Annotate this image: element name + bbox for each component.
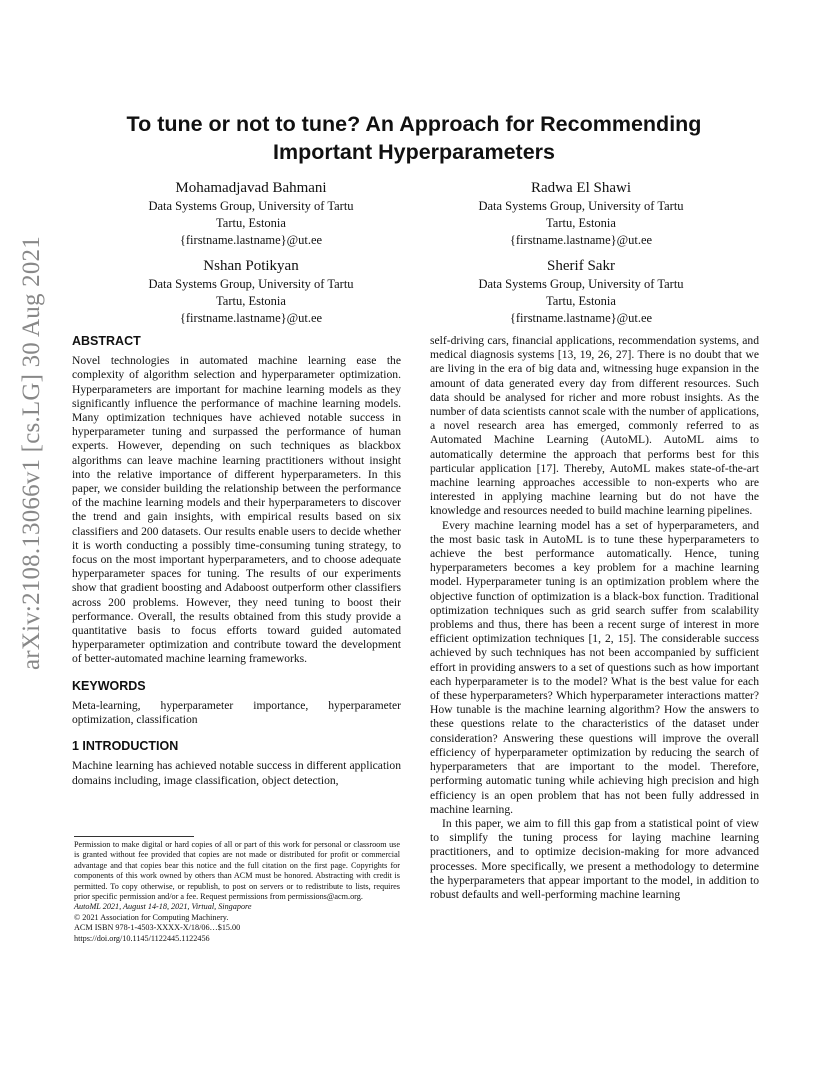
abstract-text: Novel technologies in automated machine learning ease the complexity of algorithm selection and hyperparameter optimization. Hyperparameters are important for machine learning models as they significantly influence the performance of machine learning models. Many optimization techniques have achieved notable success in hyperparameter tuning and surpassed the performance of human experts. However, depending on such techniques as blackbox algorithms can leave machine learning practitioners without insight into the relative importance of different hyperparameters. In this paper, we consider building the relationship between the performance of the machine learning models and their hyperparameters to discover the trend and gain insights, with empirical results based on six classifiers and 200 datasets. Our results enable users to decide whether it is worth conducting a possibly time-consuming tuning strategy, to focus on the most important hyperparameters, and to choose adequate hyperparameter spaces for tuning. The results of our experiments show that gradient boosting and Adaboost outperform other classifiers across 200 problems. However, they need tuning to boost their performance. Overall, the results obtained from this study provide a quantitative basis to focus efforts toward guided automated hyperparameter optimization and contribute toward the development of better-automated machine learning frameworks. <box>72 354 401 666</box>
left-column <box>72 334 401 788</box>
right-column <box>430 334 759 902</box>
author-location: Tartu, Estonia <box>546 216 616 230</box>
isbn: ACM ISBN 978-1-4503-XXXX-X/18/06…$15.00 <box>74 923 241 933</box>
author-email: {firstname.lastname}@ut.ee <box>179 233 323 247</box>
arxiv-identifier: arXiv:2108.13066v1 [cs.LG] 30 Aug 2021 <box>18 236 45 670</box>
author-block-2 <box>416 178 746 249</box>
abstract-heading: ABSTRACT <box>72 334 141 348</box>
author-block-3 <box>86 256 416 327</box>
doi-link[interactable]: https://doi.org/10.1145/1122445.1122456 <box>74 933 210 943</box>
author-block-4 <box>416 256 746 327</box>
author-affiliation: Data Systems Group, University of Tartu <box>148 277 354 291</box>
paper-title <box>70 110 758 166</box>
introduction-heading: 1 INTRODUCTION <box>72 739 179 754</box>
title-line-1: To tune or not to tune? An Approach for Recommending <box>126 112 702 136</box>
introduction-left-text: Machine learning has achieved notable success in different application domains including, image classification, object detection, <box>72 759 401 787</box>
introduction-paragraph-3: In this paper, we aim to fill this gap from a statistical point of view to simplify the tuning process for laying machine learning practitioners, and to optimize decision-making for more advanced processes. More specifically, we present a methodology to determine the hyperparameters that appear important to the model, in addition to robust defaults and well-performing machine learning <box>430 816 759 901</box>
author-name: Sherif Sakr <box>547 258 615 274</box>
author-email: {firstname.lastname}@ut.ee <box>179 311 323 325</box>
introduction-paragraph-2: Every machine learning model has a set of hyperparameters, and the most basic task in AutoML is to tune these hyperparameters to achieve the best performance automatically. Hence, tuning hyperparameters becomes a key problem for a machine learning model. Hyperparameter tuning is an optimization problem where the objective function of optimization is a black-box function. Traditional optimization techniques such as grid search suffer from scalability problems and thus, there has been a recent surge of interest in more efficient optimization techniques [1, 2, 15]. The considerable success achieved by such techniques has not been accompanied by sufficient effort in providing answers to a set of questions such as how important each hyperparameter is to the model? What is the best value for each of these hyperparameters? Which hyperparameter interactions matter? How tunable is the machine learning algorithm? How the answers to these questions relate to the characteristics of the dataset under consideration? Answering these questions will improve the overall efficiency of hyperparameter optimization by reducing the search of hyperparameters that are important to the model. Therefore, performing automatic tuning while achieving high precision and high efficiency is an open problem that has not been fully addressed in machine learning. <box>430 518 759 816</box>
keywords-heading: KEYWORDS <box>72 678 146 693</box>
author-email: {firstname.lastname}@ut.ee <box>509 233 653 247</box>
author-name: Radwa El Shawi <box>531 180 631 196</box>
keywords-text: Meta-learning, hyperparameter importance, hyperparameter optimization, classification <box>72 698 401 727</box>
footnote <box>74 840 400 944</box>
introduction-paragraph-1: self-driving cars, financial applications, recommendation systems, and medical diagnosis systems [13, 19, 26, 27]. There is no doubt that we are living in the era of big data and, witnessing huge expansion in the amount of data generated every day from different resources. Such data should be analysed for richer and more robust insights. As the number of data scientists cannot scale with the number of applications, a novel research area has emerged, commonly referred to as Automated Machine Learning (AutoML). AutoML aims to automatically determine the approach that performs best for this particular application [17]. Thereby, AutoML makes state-of-the-art machine learning approaches accessible to non-experts who are interested in applying machine learning but do not have the knowledge and resources needed to build machine learning pipelines. <box>430 334 759 518</box>
author-email: {firstname.lastname}@ut.ee <box>509 311 653 325</box>
author-block-1 <box>86 178 416 249</box>
author-name: Mohamadjavad Bahmani <box>175 180 327 196</box>
author-location: Tartu, Estonia <box>546 294 616 308</box>
author-affiliation: Data Systems Group, University of Tartu <box>478 199 684 213</box>
author-name: Nshan Potikyan <box>203 258 299 274</box>
footnote-divider <box>74 836 194 837</box>
author-affiliation: Data Systems Group, University of Tartu <box>478 277 684 291</box>
author-affiliation: Data Systems Group, University of Tartu <box>148 199 354 213</box>
author-location: Tartu, Estonia <box>216 216 286 230</box>
copyright: © 2021 Association for Computing Machinery. <box>74 912 229 922</box>
permission-notice: Permission to make digital or hard copies of all or part of this work for personal or classroom use is granted without fee provided that copies are not made or distributed for profit or commercial advantage and that copies bear this notice and the full citation on the first page. Copyrights for components of this work owned by others than ACM must be honored. Abstracting with credit is permitted. To copy otherwise, or republish, to post on servers or to redistribute to lists, requires prior specific permission and/or a fee. Request permissions from permissions@acm.org. <box>74 840 400 902</box>
title-line-2: Important Hyperparameters <box>273 140 555 164</box>
author-location: Tartu, Estonia <box>216 294 286 308</box>
venue: AutoML 2021, August 14-18, 2021, Virtual, Singapore <box>74 902 252 912</box>
